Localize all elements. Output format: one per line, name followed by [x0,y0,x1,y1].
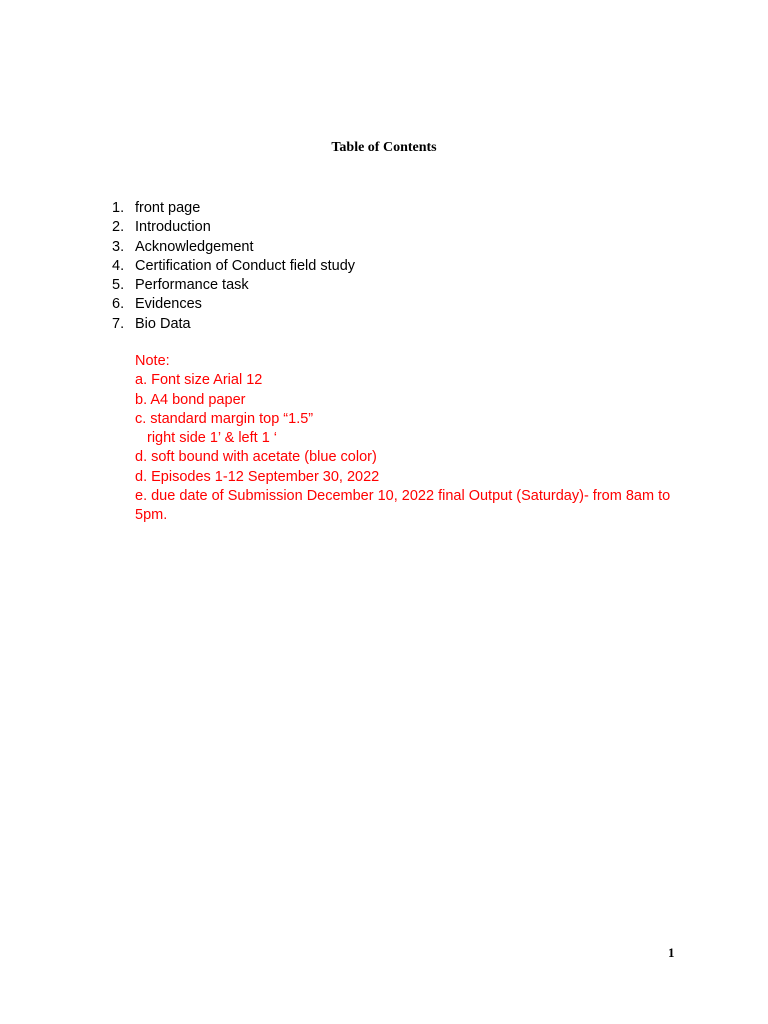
toc-item-text: Introduction [135,219,211,236]
toc-item-number: 4. [112,257,125,274]
note-line: d. soft bound with acetate (blue color) [135,449,377,466]
toc-item-number: 6. [112,296,125,313]
toc-item-text: Bio Data [135,315,191,332]
toc-item-number: 3. [112,238,125,255]
toc-item-text: front page [135,200,201,216]
table-of-contents-list [112,199,355,334]
toc-item-text: Evidences [135,296,202,313]
toc-item [112,238,355,257]
toc-item [112,295,355,314]
page-number: 1 [668,945,675,960]
toc-item-number: 7. [112,315,125,332]
note-line: a. Font size Arial 12 [135,372,263,389]
note-line: b. A4 bond paper [135,391,246,408]
toc-item [112,257,355,276]
toc-item-number: 1. [112,200,125,216]
toc-item-number: 5. [112,277,125,294]
note-heading: Note: [135,353,170,369]
note-line: right side 1’ & left 1 ‘ [147,430,278,447]
toc-item [112,315,355,334]
toc-item [112,218,355,237]
note-line: c. standard margin top “1.5” [135,410,314,427]
toc-item [112,276,355,295]
toc-item-number: 2. [112,219,125,236]
toc-item [112,199,355,218]
page-title: Table of Contents [331,140,437,155]
note-line: e. due date of Submission December 10, 2022 final Output (Saturday)- from 8am to 5pm. [135,488,671,524]
note-line: d. Episodes 1-12 September 30, 2022 [135,468,380,485]
toc-item-text: Performance task [135,277,249,294]
toc-item-text: Certification of Conduct field study [135,257,356,274]
note-block [135,352,695,526]
toc-item-text: Acknowledgement [135,238,254,255]
